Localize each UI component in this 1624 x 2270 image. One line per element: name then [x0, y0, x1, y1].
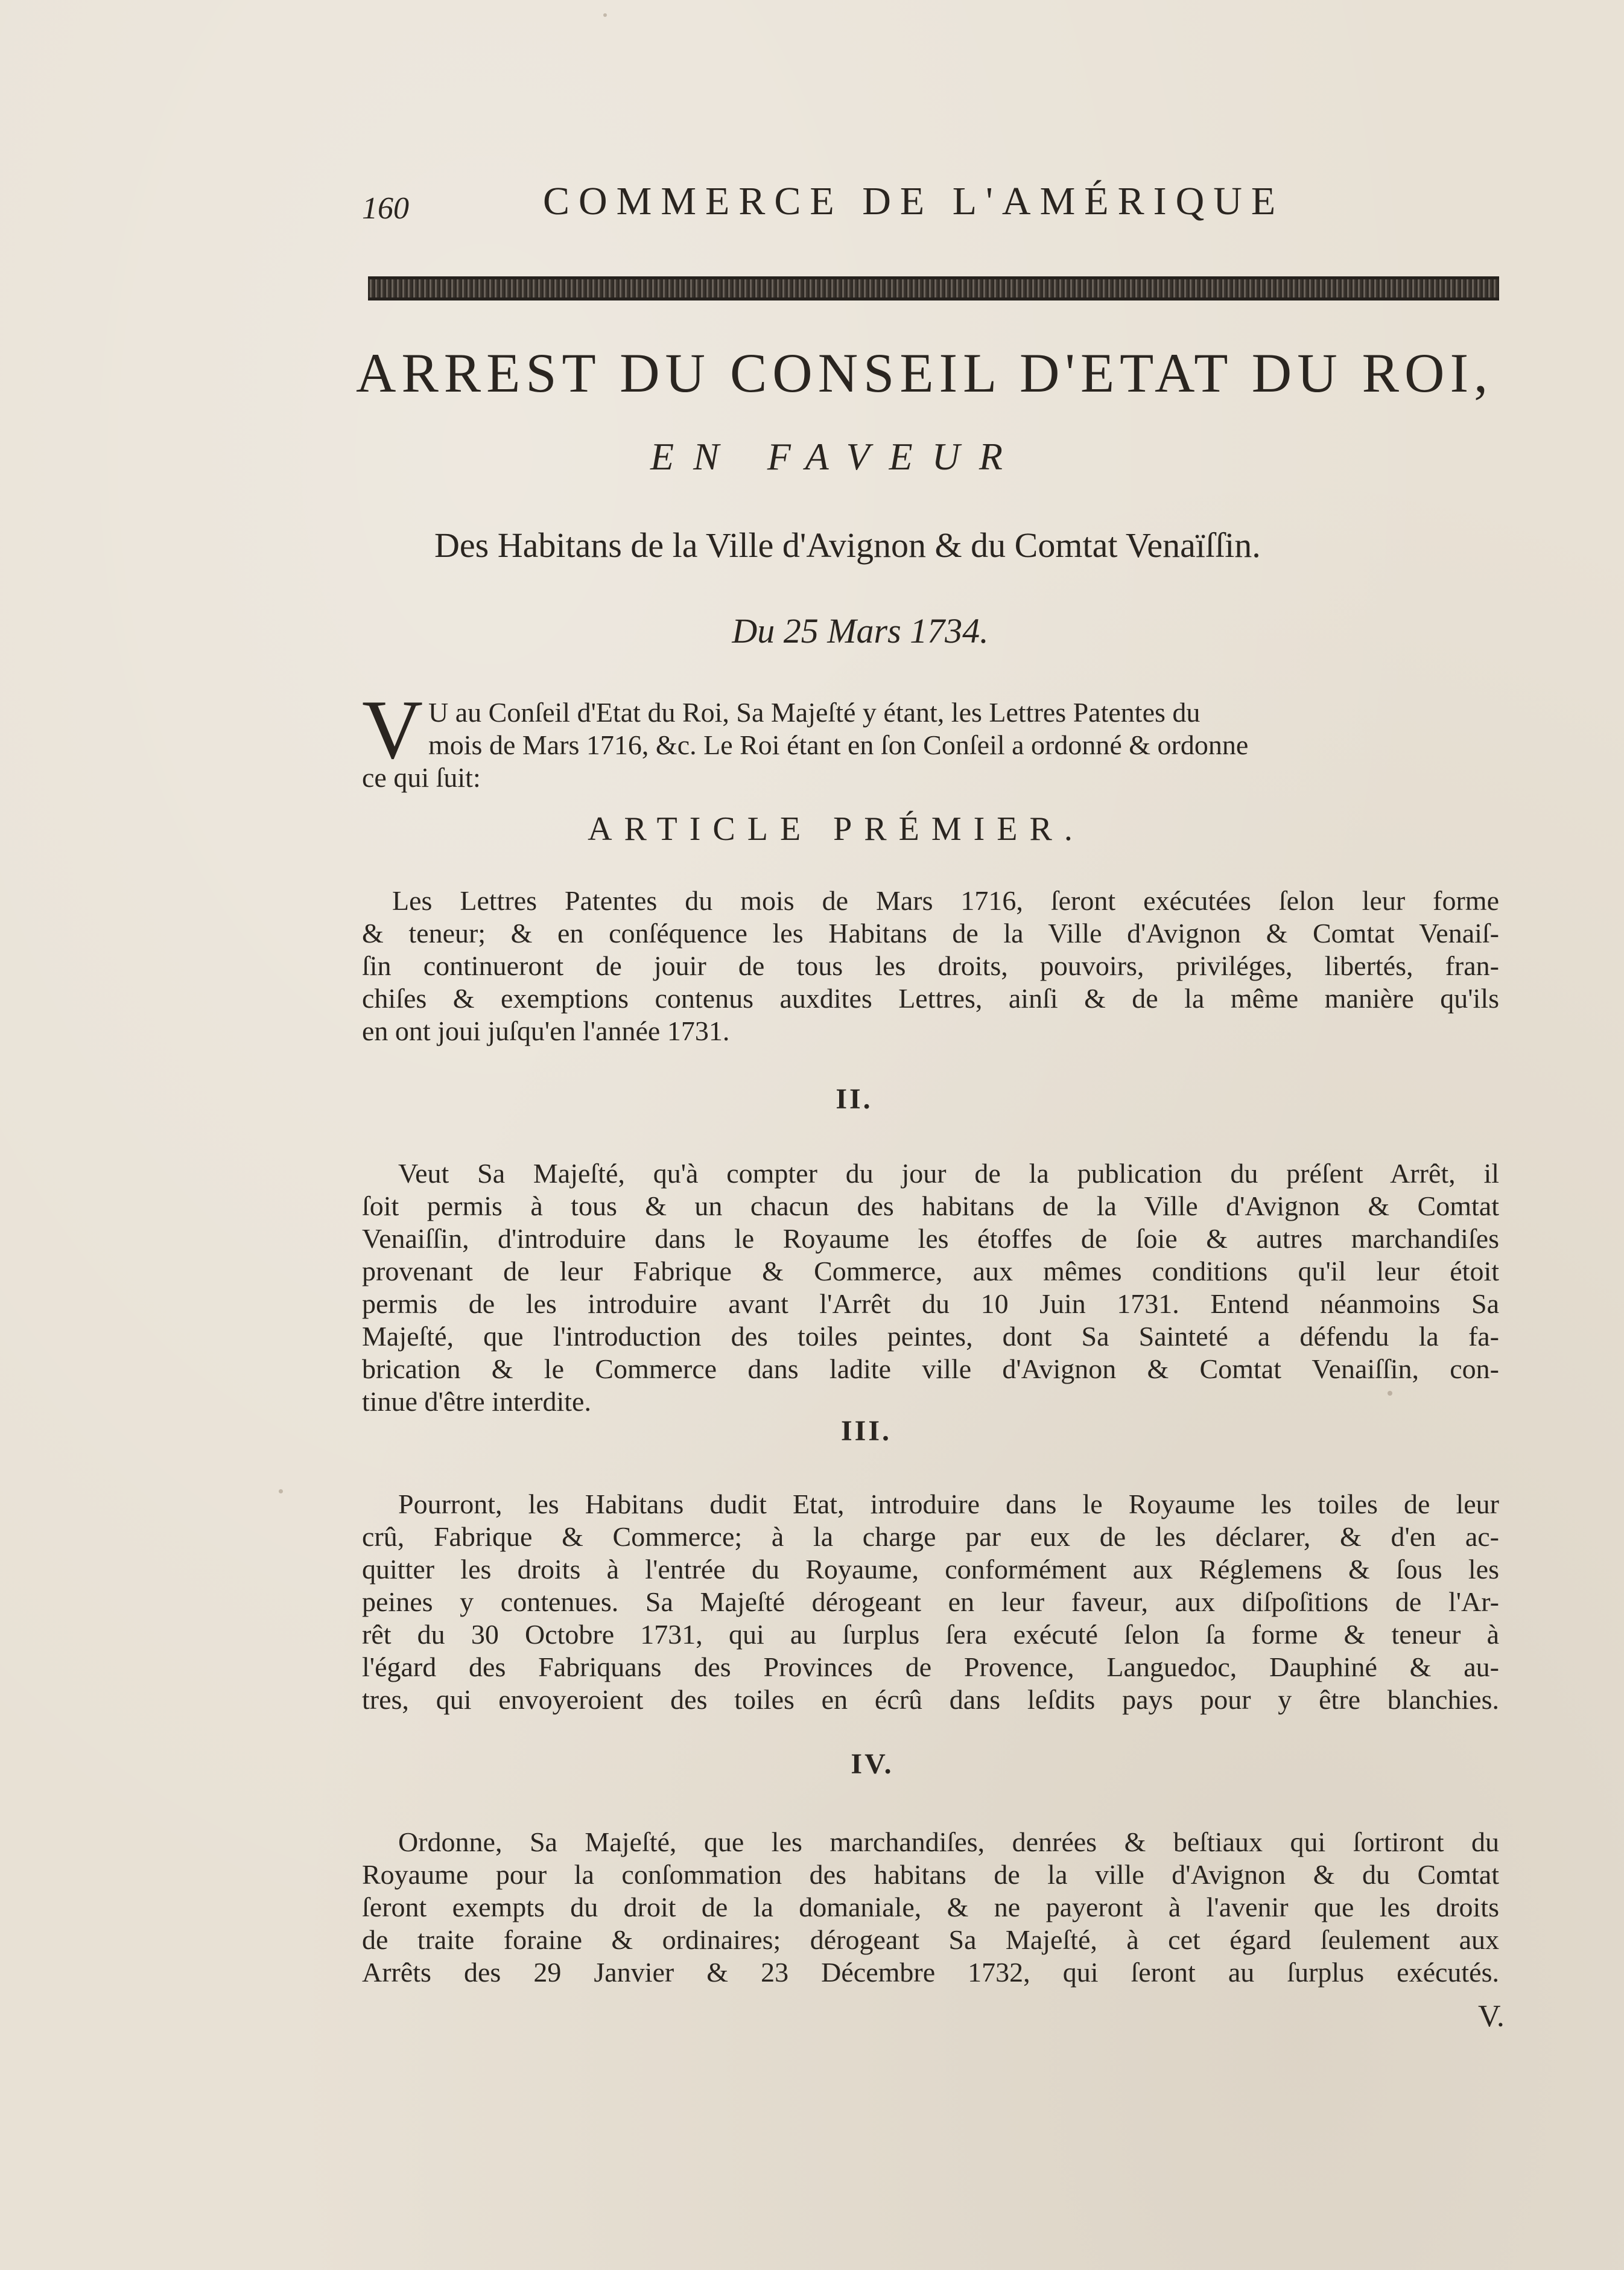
- article-line: Ordonne, Sa Majeſté, que les marchandiſes, denrées & beſtiaux qui ſortiront du: [398, 1826, 1499, 1857]
- article-line: Pourront, les Habitans dudit Etat, introduire dans le Royaume les toiles de leur: [398, 1489, 1499, 1519]
- running-title: COMMERCE DE L'AMÉRIQUE: [543, 179, 1285, 223]
- article-paragraph: [362, 1157, 1499, 1418]
- article-heading: III.: [840, 1415, 892, 1447]
- article-line: de traite foraine & ordinaires; dérogeant Sa Majeſté, à cet égard ſeulement aux: [362, 1924, 1499, 1955]
- en-faveur-line: EN FAVEUR: [650, 435, 1023, 478]
- article-line: Veut Sa Majeſté, qu'à compter du jour de la publication du préſent Arrêt, il: [398, 1158, 1499, 1189]
- page-number: 160: [362, 191, 409, 226]
- article-line: brication & le Commerce dans ladite ville d'Avignon & Comtat Venaiſſin, con-: [362, 1353, 1499, 1384]
- intro-line: mois de Mars 1716, &c. Le Roi étant en ſon Conſeil a ordonné & ordonne: [428, 730, 1249, 760]
- article-paragraph: [362, 1488, 1499, 1716]
- article-line: Les Lettres Patentes du mois de Mars 1716, ſeront exécutées ſelon leur forme: [392, 885, 1499, 916]
- document-title: ARREST DU CONSEIL D'ETAT DU ROI,: [356, 342, 1494, 404]
- article-line: tinue d'être interdite.: [362, 1386, 591, 1417]
- article-line: Venaiſſin, d'introduire dans le Royaume les étoffes de ſoie & autres marchandiſes: [362, 1223, 1499, 1254]
- paper-speck: [279, 1489, 283, 1493]
- article-paragraph: [362, 1826, 1499, 1989]
- article-line: Majeſté, que l'introduction des toiles peintes, dont Sa Sainteté a défendu la fa-: [362, 1321, 1499, 1352]
- intro-line: ce qui ſuit:: [362, 762, 481, 793]
- article-heading: II.: [836, 1083, 873, 1115]
- article-line: ſoit permis à tous & un chacun des habitans de la Ville d'Avignon & Comtat: [362, 1191, 1499, 1221]
- article-line: Royaume pour la conſommation des habitans de la ville d'Avignon & du Comtat: [362, 1859, 1499, 1890]
- article-line: tres, qui envoyeroient des toiles en écrû dans leſdits pays pour y être blanchies.: [362, 1684, 1499, 1715]
- article-line: Arrêts des 29 Janvier & 23 Décembre 1732, qui ſeront au ſurplus exécutés.: [362, 1957, 1499, 1988]
- article-line: chiſes & exemptions contenus auxdites Lettres, ainſi & de la même manière qu'ils: [362, 983, 1499, 1014]
- article-heading: ARTICLE PRÉMIER.: [588, 810, 1085, 848]
- article-heading: IV.: [851, 1748, 894, 1780]
- paper-speck: [603, 13, 607, 17]
- article-line: permis de les introduire avant l'Arrêt du 10 Juin 1731. Entend néanmoins Sa: [362, 1288, 1499, 1319]
- article-line: peines y contenues. Sa Majeſté dérogeant en leur faveur, aux diſpoſitions de l'Ar-: [362, 1586, 1499, 1617]
- intro-line: U au Conſeil d'Etat du Roi, Sa Majeſté y étant, les Lettres Patentes du: [428, 697, 1201, 728]
- article-line: en ont joui juſqu'en l'année 1731.: [362, 1016, 730, 1046]
- document-date: Du 25 Mars 1734.: [732, 611, 989, 650]
- article-line: ſeront exempts du droit de la domaniale, & ne payeront à l'avenir que les droits: [362, 1892, 1499, 1922]
- article-line: ſin continueront de jouir de tous les droits, pouvoirs, priviléges, libertés, fran-: [362, 950, 1499, 981]
- running-head: [362, 179, 1496, 233]
- article-line: crû, Fabrique & Commerce; à la charge par eux de les déclarer, & d'en ac-: [362, 1521, 1499, 1552]
- article-line: & teneur; & en conſéquence les Habitans de la Ville d'Avignon & Comtat Venaiſ-: [362, 918, 1499, 949]
- catchword: V.: [1478, 1999, 1505, 2033]
- drop-cap: V: [362, 683, 423, 777]
- article-line: provenant de leur Fabrique & Commerce, aux mêmes conditions qu'il leur étoit: [362, 1256, 1499, 1286]
- ornamental-rule: [368, 276, 1499, 300]
- article-line: quitter les droits à l'entrée du Royaume, conformément aux Réglemens & ſous les: [362, 1554, 1499, 1585]
- article-line: l'égard des Fabriquans des Provinces de Provence, Languedoc, Dauphiné & au-: [362, 1652, 1499, 1682]
- article-paragraph: [362, 885, 1499, 1048]
- article-line: rêt du 30 Octobre 1731, qui au ſurplus ſera exécuté ſelon ſa forme & teneur à: [362, 1619, 1499, 1650]
- document-subtitle: Des Habitans de la Ville d'Avignon & du Comtat Venaïſſin.: [434, 526, 1261, 565]
